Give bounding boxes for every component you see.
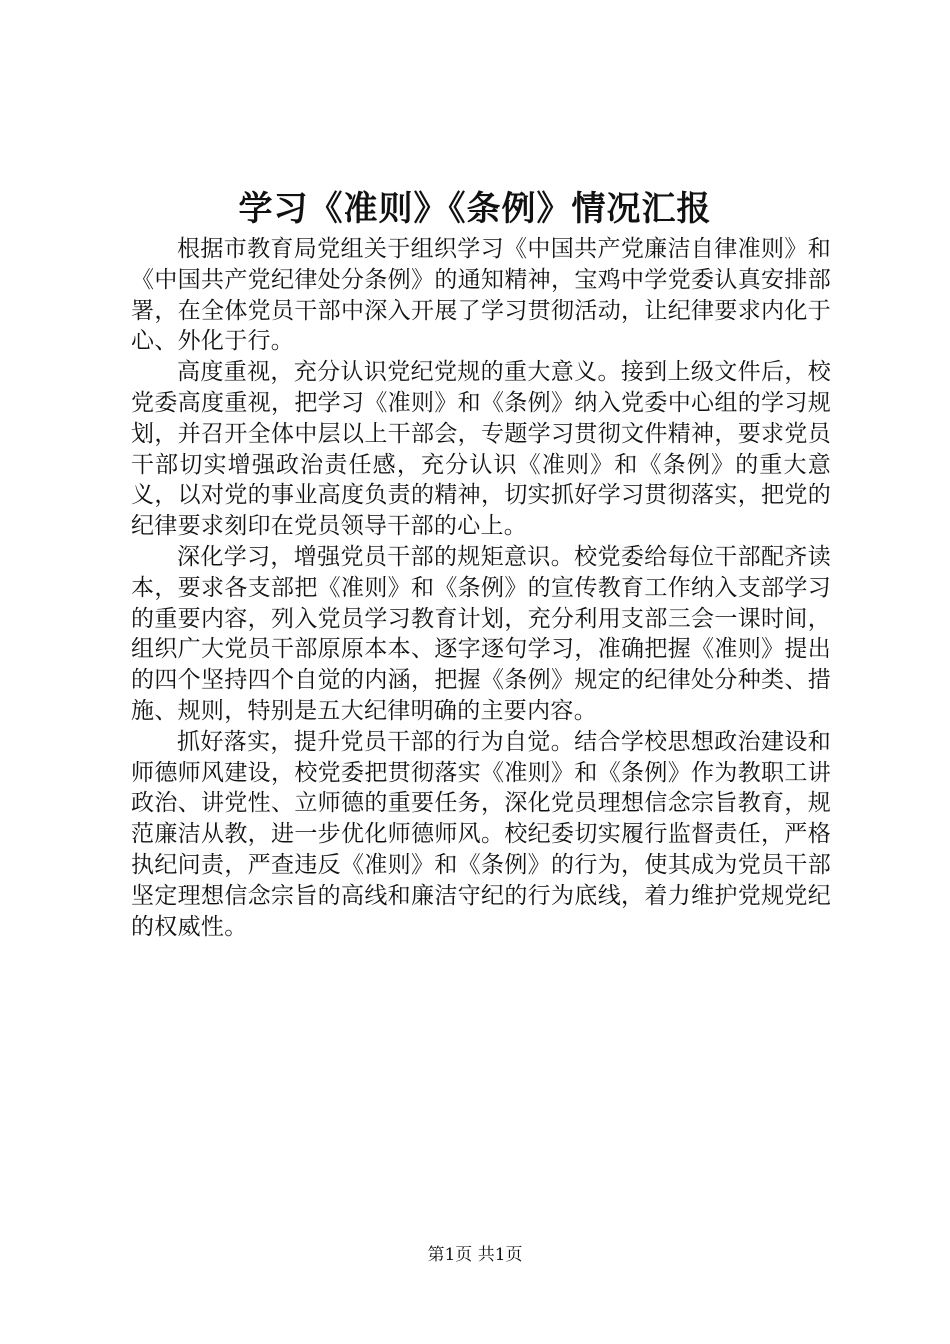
paragraph-implementation: 抓好落实，提升党员干部的行为自觉。结合学校思想政治建设和师德师风建设，校党委把贯彻落实《准则》和《条例》作为教职工讲政治、讲党性、立师德的重要任务，深化党员理想信念宗旨教育，规范廉洁从教，进一步优化师德师风。校纪委切实履行监督责任，严格执纪问责，严查违反《准则》和《条例》的行为，使其成为党员干部坚定理想信念宗旨的高线和廉洁守纪的行为底线，着力维护党规党纪的权威性。 — [131, 728, 831, 940]
document-title: 学习《准则》《条例》情况汇报 — [238, 189, 712, 229]
paragraph-importance: 高度重视，充分认识党纪党规的重大意义。接到上级文件后，校党委高度重视，把学习《准则》和《条例》纳入党委中心组的学习规划，并召开全体中层以上干部会，专题学习贯彻文件精神，要求党员干部切实增强政治责任感，充分认识《准则》和《条例》的重大意义，以对党的事业高度负责的精神，切实抓好学习贯彻落实，把党的纪律要求刻印在党员领导干部的心上。 — [131, 359, 831, 540]
page-footer: 第1页 共1页 — [427, 1245, 523, 1265]
paragraph-intro: 根据市教育局党组关于组织学习《中国共产党廉洁自律准则》和《中国共产党纪律处分条例》的通知精神，宝鸡中学党委认真安排部署，在全体党员干部中深入开展了学习贯彻活动，让纪律要求内化于心、外化于行。 — [131, 236, 831, 355]
paragraph-study: 深化学习，增强党员干部的规矩意识。校党委给每位干部配齐读本，要求各支部把《准则》和《条例》的宣传教育工作纳入支部学习的重要内容，列入党员学习教育计划，充分利用支部三会一课时间，组织广大党员干部原原本本、逐字逐句学习，准确把握《准则》提出的四个坚持四个自觉的内涵，把握《条例》规定的纪律处分种类、措施、规则，特别是五大纪律明确的主要内容。 — [131, 543, 831, 724]
document-body — [131, 234, 831, 942]
